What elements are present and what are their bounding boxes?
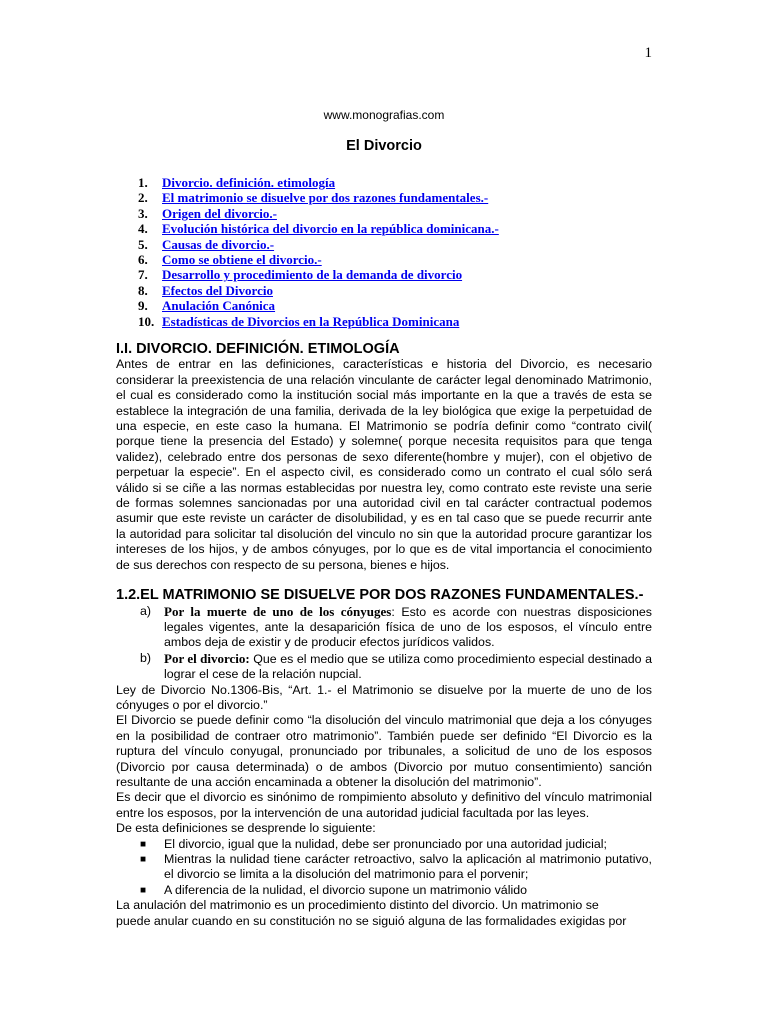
toc-item: 9. Anulación Canónica — [138, 298, 276, 314]
item-bold-label: Por la muerte de uno de los cónyuges — [164, 603, 392, 619]
document-body — [116, 342, 652, 929]
list-item: b) Por el divorcio: Que es el medio que se utiliza como procedimiento especial destinado a lograr el cese de la relación nupcial. — [140, 650, 652, 682]
toc-link[interactable]: Origen del divorcio.- — [162, 205, 277, 221]
bullet-square-icon: ■ — [140, 854, 147, 865]
toc-link[interactable]: Como se obtiene el divorcio.- — [162, 252, 322, 268]
section-heading: I.I. DIVORCIO. DEFINICIÓN. ETIMOLOGÍA — [116, 341, 400, 357]
paragraph: El Divorcio se puede definir como “la disolución del vinculo matrimonial que deja a los cónyuges en la posibilidad de contraer otro matrimonio”. También puede ser definido “El Divorcio es la ruptura del vínculo conyugal, pronunciado por tribunales, a solicitud de uno de los esposos (Divorcio por causa determinada) o de ambos (Divorcio por mutuo consentimiento) sanción resultante de una acción encaminada a obtener la disolución del matrimonio”. — [116, 713, 652, 789]
document-title: El Divorcio — [346, 138, 422, 154]
page-number: 1 — [644, 45, 652, 61]
toc-link[interactable]: Evolución histórica del divorcio en la república dominicana.- — [162, 221, 499, 237]
toc-link[interactable]: El matrimonio se disuelve por dos razones fundamentales.- — [162, 190, 489, 206]
list-item: a) Por la muerte de uno de los cónyuges: Esto es acorde con nuestras disposiciones legales vigentes, ante la desaparición física de uno de los esposos, el vínculo entre ambos deja de existir y de producir efectos jurídicos validos. — [140, 603, 652, 650]
toc-item: 10. Estadísticas de Divorcios en la República Dominicana — [138, 313, 460, 329]
paragraph-line: La anulación del matrimonio es un procedimiento distinto del divorcio. Un matrimonio se — [116, 898, 599, 913]
toc-item: 6. Como se obtiene el divorcio.- — [138, 252, 322, 268]
toc-item: 1. Divorcio. definición. etimología — [138, 175, 336, 190]
bullet-square-icon: ■ — [140, 884, 147, 896]
item-bold-label: Por el divorcio: — [164, 650, 250, 666]
toc-link[interactable]: Efectos del Divorcio — [162, 282, 273, 298]
section-heading: 1.2.EL MATRIMONIO SE DISUELVE POR DOS RAZONES FUNDAMENTALES.- — [116, 587, 644, 604]
toc-link[interactable]: Estadísticas de Divorcios en la República Dominicana — [162, 313, 460, 329]
bullet-item: ■ El divorcio, igual que la nulidad, debe ser pronunciado por una autoridad judicial; — [140, 836, 607, 851]
toc-item: 2. El matrimonio se disuelve por dos razones fundamentales.- — [138, 190, 489, 206]
paragraph: Antes de entrar en las definiciones, características e historia del Divorcio, es necesario considerar la preexistencia de una relación vinculante de carácter legal denominado Matrimonio, el cual es considerado como la institución social más importante en la que a través de esta se establece la integración de una familia, derivada de la ley biológica que exige la perpetuidad de una especie, en este caso la humana. El Matrimonio se podría definir como “contrato civil( porque tiene la presencia del Estado) y solemne( porque necesita requisitos para que tenga validez), celebrado entre dos personas de sexo diferente(hombre y mujer), con el objetivo de perpetuar la especie”. En el aspecto civil, es considerado como un contrato el cual sólo será válido si se ciñe a las normas establecidas por nuestra ley, como contrato este reviste una serie de formas solemnes sancionadas por una autoridad civil en tal carácter contractual podemos asumir que este reviste un carácter de disolubilidad, y es en tal caso que se puede recurrir ante la autoridad para solicitar tal disolución del vinculo no sin que la autoridad procure garantizar los intereses de los hijos, y de ambos cónyuges, por lo que es de vital importancia el conocimiento de sus derechos con respecto de su persona, bienes e hijos. — [116, 357, 652, 572]
toc-item: 5. Causas de divorcio.- — [138, 236, 275, 252]
bullet-item: ■ Mientras la nulidad tiene carácter retroactivo, salvo la aplicación al matrimonio putativo, el divorcio se limita a la disolución del matrimonio para el porvenir; — [140, 852, 652, 882]
toc-item: 3. Origen del divorcio.- — [138, 205, 277, 221]
bullet-square-icon: ■ — [140, 838, 147, 850]
toc-item: 8. Efectos del Divorcio — [138, 282, 273, 298]
toc-link[interactable]: Causas de divorcio.- — [162, 236, 275, 252]
toc-link[interactable]: Anulación Canónica — [162, 298, 276, 314]
toc-item: 4. Evolución histórica del divorcio en la república dominicana.- — [138, 221, 499, 237]
toc-item: 7. Desarrollo y procedimiento de la demanda de divorcio — [138, 267, 463, 283]
paragraph-line: puede anular cuando en su constitución no se siguió alguna de las formalidades exigidas por — [116, 913, 627, 928]
table-of-contents — [138, 175, 499, 329]
bullet-item: ■ A diferencia de la nulidad, el divorcio supone un matrimonio válido — [140, 882, 527, 897]
paragraph: Ley de Divorcio No.1306-Bis, “Art. 1.- el Matrimonio se disuelve por la muerte de uno de los cónyuges o por el divorcio.” — [116, 682, 652, 712]
site-url: www.monografias.com — [323, 108, 445, 122]
toc-link[interactable]: Divorcio. definición. etimología — [162, 175, 336, 190]
paragraph: De esta definiciones se desprende lo siguiente: — [116, 821, 376, 836]
paragraph: Es decir que el divorcio es sinónimo de rompimiento absoluto y definitivo del vínculo matrimonial entre los esposos, por la intervención de una autoridad judicial facultada por las leyes. — [116, 790, 652, 820]
toc-link[interactable]: Desarrollo y procedimiento de la demanda de divorcio — [162, 267, 463, 283]
